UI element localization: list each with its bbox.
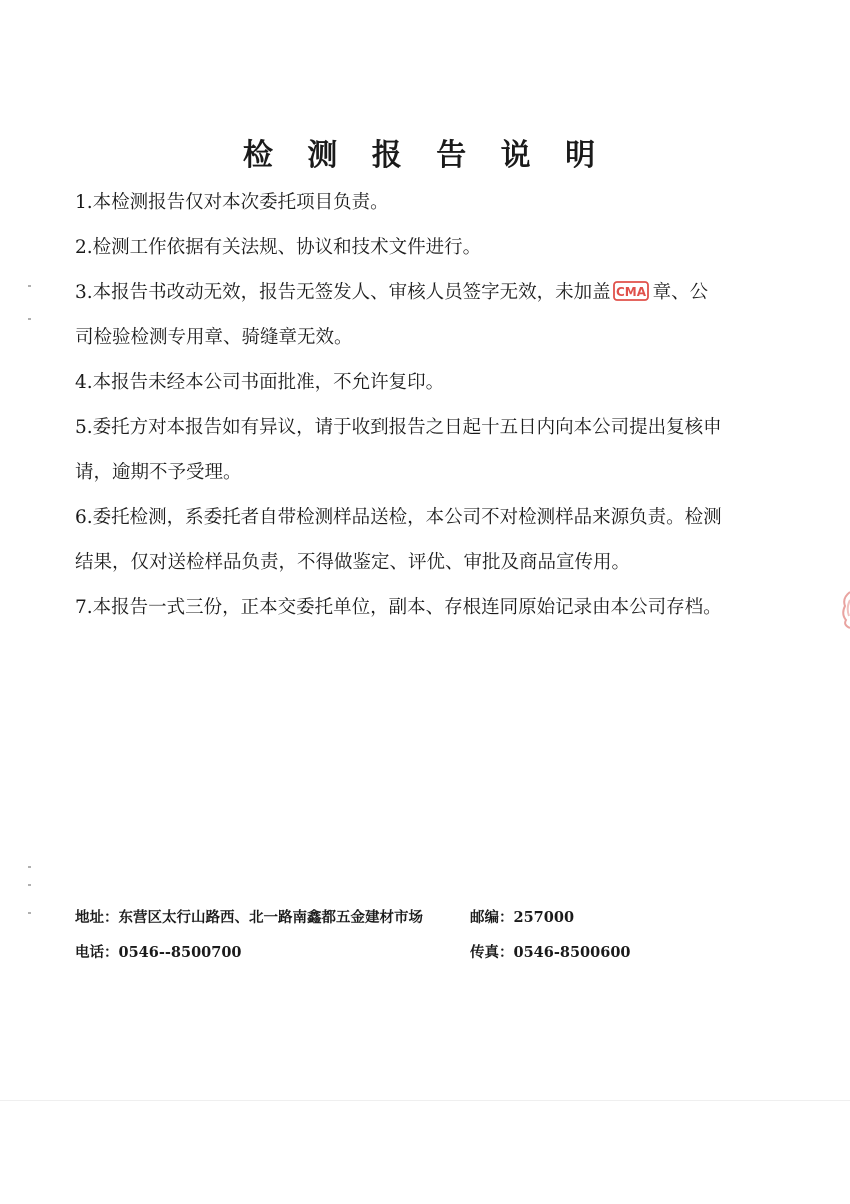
note-item-6: 6.委托检测，系委托者自带检测样品送检，本公司不对检测样品来源负责。检测 <box>75 507 722 528</box>
note-item-6-cont: 结果，仅对送检样品负责，不得做鉴定、评优、审批及商品宣传用。 <box>75 552 631 573</box>
cma-stamp-icon <box>613 281 649 301</box>
footer-phone: 电话：0546--8500700 <box>75 944 242 961</box>
note-item-3-tail: 章、公 <box>652 282 709 303</box>
page-divider <box>0 1100 850 1101</box>
scan-speck <box>28 318 31 320</box>
svg-text:CMA: CMA <box>615 285 646 299</box>
note-item-4: 4.本报告未经本公司书面批准，不允许复印。 <box>75 372 445 393</box>
note-item-1: 1.本检测报告仅对本次委托项目负责。 <box>75 192 389 213</box>
scan-speck <box>28 912 31 914</box>
note-item-5: 5.委托方对本报告如有异议，请于收到报告之日起十五日内向本公司提出复核申 <box>75 417 722 438</box>
note-item-3-text: 3.本报告书改动无效，报告无签发人、审核人员签字无效，未加盖 <box>75 282 611 303</box>
note-item-5-cont: 请，逾期不予受理。 <box>75 462 242 483</box>
scan-speck <box>28 884 31 886</box>
note-item-7: 7.本报告一式三份，正本交委托单位，副本、存根连同原始记录由本公司存档。 <box>75 597 722 618</box>
footer-fax: 传真：0546-8500600 <box>470 944 631 961</box>
seam-stamp-fragment-icon <box>838 590 850 630</box>
scan-speck <box>28 285 31 287</box>
note-item-2: 2.检测工作依据有关法规、协议和技术文件进行。 <box>75 237 482 258</box>
footer-address: 地址：东营区太行山路西、北一路南鑫都五金建材市场 <box>75 909 423 926</box>
footer-postcode: 邮编：257000 <box>470 909 575 926</box>
note-item-3 <box>75 270 775 315</box>
note-item-3-cont: 司检验检测专用章、骑缝章无效。 <box>75 327 353 348</box>
scan-speck <box>28 866 31 868</box>
notes-list <box>75 180 775 630</box>
page-title: 检 测 报 告 说 明 <box>242 138 608 173</box>
